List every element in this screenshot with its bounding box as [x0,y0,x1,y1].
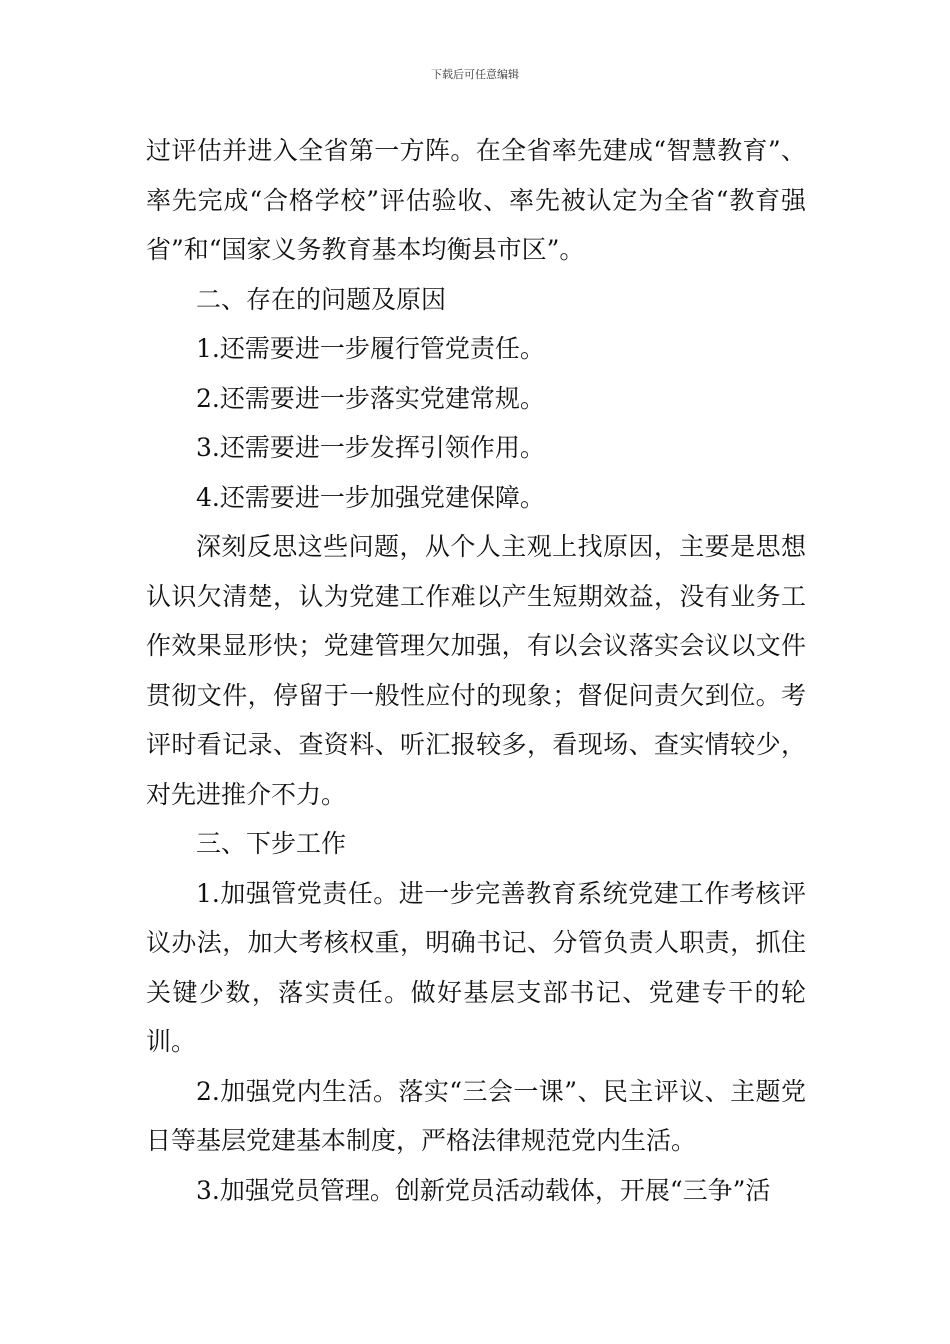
list-item-step-1: 1.加强管党责任。进一步完善教育系统党建工作考核评议办法，加大考核权重，明确书记、分管负责人职责，抓住关键少数，落实责任。做好基层支部书记、党建专干的轮训。 [146,878,806,1056]
section-heading-problems: 二、存在的问题及原因 [196,284,447,314]
document-body [146,126,806,1215]
list-item-problem-4: 4.还需要进一步加强党建保障。 [196,482,545,512]
list-item-problem-2: 2.还需要进一步落实党建常规。 [196,383,545,413]
paragraph-reflection: 深刻反思这些问题，从个人主观上找原因，主要是思想认识欠清楚，认为党建工作难以产生短期效益，没有业务工作效果显形快；党建管理欠加强，有以会议落实会议以文件贯彻文件，停留于一般性应付的现象；督促问责欠到位。考评时看记录、查资料、听汇报较多，看现场、查实情较少，对先进推介不力。 [146,532,806,809]
list-item-problem-3: 3.还需要进一步发挥引领作用。 [196,433,545,462]
page-header: 下载后可任意编辑 [431,68,519,81]
paragraph-intro-continuation: 过评估并进入全省第一方阵。在全省率先建成“智慧教育”、率先完成“合格学校”评估验收、率先被认定为全省“教育强省”和“国家义务教育基本均衡县市区”。 [146,136,806,264]
list-item-problem-1: 1.还需要进一步履行管党责任。 [196,334,545,363]
list-item-step-3: 3.加强党员管理。创新党员活动载体，开展“三争”活 [196,1175,771,1205]
section-heading-next-steps: 三、下步工作 [196,829,347,858]
list-item-step-2: 2.加强党内生活。落实“三会一课”、民主评议、主题党日等基层党建基本制度，严格法律规范党内生活。 [146,1076,806,1155]
